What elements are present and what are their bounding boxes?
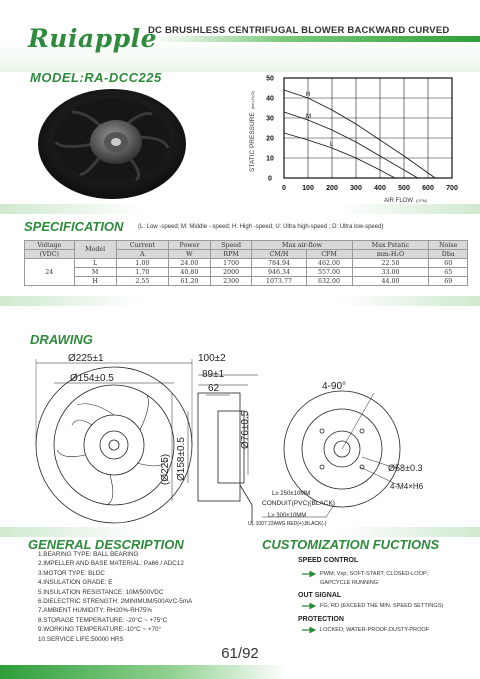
divider-band — [0, 204, 480, 214]
speed-text-1: PWM; Vsp; SOFT-START; CLOSED-LOOP; — [320, 571, 429, 577]
dim-l300: L≥ 300±10MM — [268, 513, 307, 519]
x-tick-label: 300 — [350, 185, 362, 192]
table-cell: 44.00 — [352, 277, 429, 286]
th-cmh: CM/H — [252, 250, 306, 259]
table-row — [25, 268, 468, 277]
out-signal-text — [302, 602, 443, 611]
table-cell: 784.94 — [252, 259, 306, 268]
out-text: FG; RD (EXCEED THE MIN. SPEED SETTINGS) — [320, 603, 444, 609]
table-cell: 1073.77 — [252, 277, 306, 286]
list-item: 2.IMPELLER AND BASE MATERIAL: Pa66 / ADC12 — [38, 560, 184, 568]
table-row — [25, 277, 468, 286]
table-cell: 632.00 — [306, 277, 352, 286]
dim-l250: L≥ 250±10MM — [272, 491, 311, 497]
footer-band — [0, 665, 480, 679]
y-tick-label: 0 — [268, 175, 272, 183]
page-number: 61/92 — [221, 645, 259, 662]
th-dba: Dba — [429, 250, 468, 259]
header-title: DC BRUSHLESS CENTRIFUGAL BLOWER BACKWARD CURVED — [148, 25, 450, 36]
pq-chart — [236, 68, 468, 208]
dim-m4: 4-M4×H6 — [390, 482, 424, 491]
general-list — [38, 550, 192, 644]
th-a: A — [116, 250, 168, 259]
table-cell: 2.55 — [116, 277, 168, 286]
y-tick-label: 50 — [266, 75, 274, 83]
dim-p225: (Ø225) — [160, 453, 171, 485]
th-airflow: Max air-flow — [252, 241, 352, 250]
blower-product-image — [32, 82, 192, 202]
table-cell: 40.80 — [169, 268, 211, 277]
table-cell: 1.00 — [116, 259, 168, 268]
spec-table — [24, 240, 468, 286]
list-item: 10.SERVICE LIFE:50000 HRS — [38, 635, 124, 643]
technical-drawing — [22, 345, 462, 531]
brand-logo: Ruiapple — [28, 24, 158, 53]
list-item: 7.AMBIENT HUMIDITY: RH20%-RH75% — [38, 607, 152, 615]
y-tick-label: 40 — [266, 95, 274, 103]
spec-title: SPECIFICATION — [24, 219, 124, 234]
dim-h100: 100±2 — [198, 353, 226, 364]
prot-text: LOCKED; WATER-PROOF;DUSTY-PROOF — [320, 627, 430, 633]
th-noise: Noise — [429, 241, 468, 250]
out-signal-heading: OUT SIGNAL — [298, 592, 342, 599]
x-tick-label: 500 — [398, 185, 410, 192]
list-item: 1.BEARING TYPE: BALL BEARING — [38, 551, 139, 558]
table-cell: 33.00 — [352, 268, 429, 277]
dim-d154: Ø154±0.5 — [70, 373, 114, 384]
protection-heading: PROTECTION — [298, 616, 344, 623]
x-tick-label: 400 — [374, 185, 386, 192]
arrow-icon — [302, 603, 316, 609]
list-item: 6.DIELECTRIC STRENGTH: 2MINIMUM/500AVC-5mA — [38, 598, 193, 606]
table-cell: 22.50 — [352, 259, 429, 268]
list-item: 4.INSULATION GRADE: E — [38, 579, 113, 587]
divider-band — [0, 296, 480, 306]
speed-control-heading: SPEED CONTROL — [298, 557, 359, 564]
x-tick-label: 0 — [282, 185, 286, 192]
spec-legend: (L: Low -speed; M: Middle - speed; H: High -speed; U: Ultra high-speed ; D: Ultra low-speed) — [138, 224, 384, 230]
table-row — [25, 259, 468, 268]
table-cell: 462.00 — [306, 259, 352, 268]
table-cell: H — [74, 277, 116, 286]
table-cell: M — [74, 268, 116, 277]
drawing-title: DRAWING — [30, 332, 93, 347]
table-cell: 1700 — [210, 259, 252, 268]
th-current: Current — [116, 241, 168, 250]
header-stripe — [150, 36, 480, 42]
table-cell: 65 — [429, 268, 468, 277]
dim-d58: Ø58±0.3 — [388, 463, 423, 473]
list-item: 3.MOTOR TYPE: BLDC — [38, 569, 105, 577]
table-cell: 2000 — [210, 268, 252, 277]
dim-d158: Ø158±0.5 — [176, 437, 187, 481]
list-item: 5.INSULATION RESISTANCE: 10M/500VDC — [38, 588, 164, 596]
chart-xlabel: AIR FLOW (CFM) — [384, 198, 428, 204]
table-cell: 24.00 — [169, 259, 211, 268]
protection-text — [302, 626, 429, 635]
th-speed: Speed — [210, 241, 252, 250]
divider-band — [0, 527, 480, 537]
dim-d225: Ø225±1 — [68, 353, 104, 364]
x-tick-label: 700 — [446, 185, 458, 192]
dim-d76: Ø76±0.5 — [240, 410, 251, 449]
rear-view — [262, 391, 400, 517]
voltage-cell: 24 — [25, 259, 75, 286]
model-label: MODEL:RA-DCC225 — [30, 70, 162, 85]
speed-text-2: GAPCYCLE RUNNING — [320, 580, 379, 586]
table-cell: 69 — [429, 277, 468, 286]
th-rpm: RPM — [210, 250, 252, 259]
y-tick-label: 10 — [266, 155, 274, 163]
x-tick-label: 100 — [302, 185, 314, 192]
dim-conduit: CONDUIT(PVC)(BLACK) — [262, 500, 335, 507]
x-tick-label: 200 — [326, 185, 338, 192]
series-label-L: L — [330, 142, 334, 148]
th-vdc: (VDC) — [25, 250, 75, 259]
series-label-H: H — [306, 92, 311, 98]
custom-title: CUSTOMIZATION FUCTIONS — [262, 537, 440, 552]
th-w: W — [169, 250, 211, 259]
th-cfm: CFM — [306, 250, 352, 259]
table-cell: 2300 — [210, 277, 252, 286]
dim-h89: 89±1 — [202, 369, 225, 380]
th-voltage: Voltage — [25, 241, 75, 250]
list-item: 9.WORKING TEMPERATURE:-10°C ~ +70° — [38, 626, 162, 634]
th-power: Power — [169, 241, 211, 250]
table-cell: 1.70 — [116, 268, 168, 277]
table-cell: 946.34 — [252, 268, 306, 277]
general-title: GENERAL DESCRIPTION — [28, 537, 184, 552]
dim-h62: 62 — [208, 383, 220, 394]
chart-ylabel: STATIC PRESSURE(mm-H₂O) — [249, 91, 256, 172]
dim-ul: UL 1007 22AWG RED(+),BLACK(-) — [248, 521, 327, 527]
th-model: Model — [74, 241, 116, 259]
series-label-M: M — [306, 114, 311, 120]
table-cell: 557.00 — [306, 268, 352, 277]
table-cell: L — [74, 259, 116, 268]
th-pstatic: Max Pstatic — [352, 241, 429, 250]
table-cell: 61.20 — [169, 277, 211, 286]
y-tick-label: 20 — [266, 135, 274, 143]
arrow-icon — [302, 571, 316, 577]
front-view — [36, 359, 192, 523]
dim-deg: 4-90° — [322, 381, 347, 392]
th-mmh2o: mm-H₂O — [352, 250, 429, 259]
y-tick-label: 30 — [266, 115, 274, 123]
arrow-icon — [302, 627, 316, 633]
speed-control-text — [302, 570, 428, 588]
x-tick-label: 600 — [422, 185, 434, 192]
table-cell: 60 — [429, 259, 468, 268]
list-item: 8.STORAGE TEMPERATURE: -20°C ~ +75°C — [38, 616, 168, 624]
